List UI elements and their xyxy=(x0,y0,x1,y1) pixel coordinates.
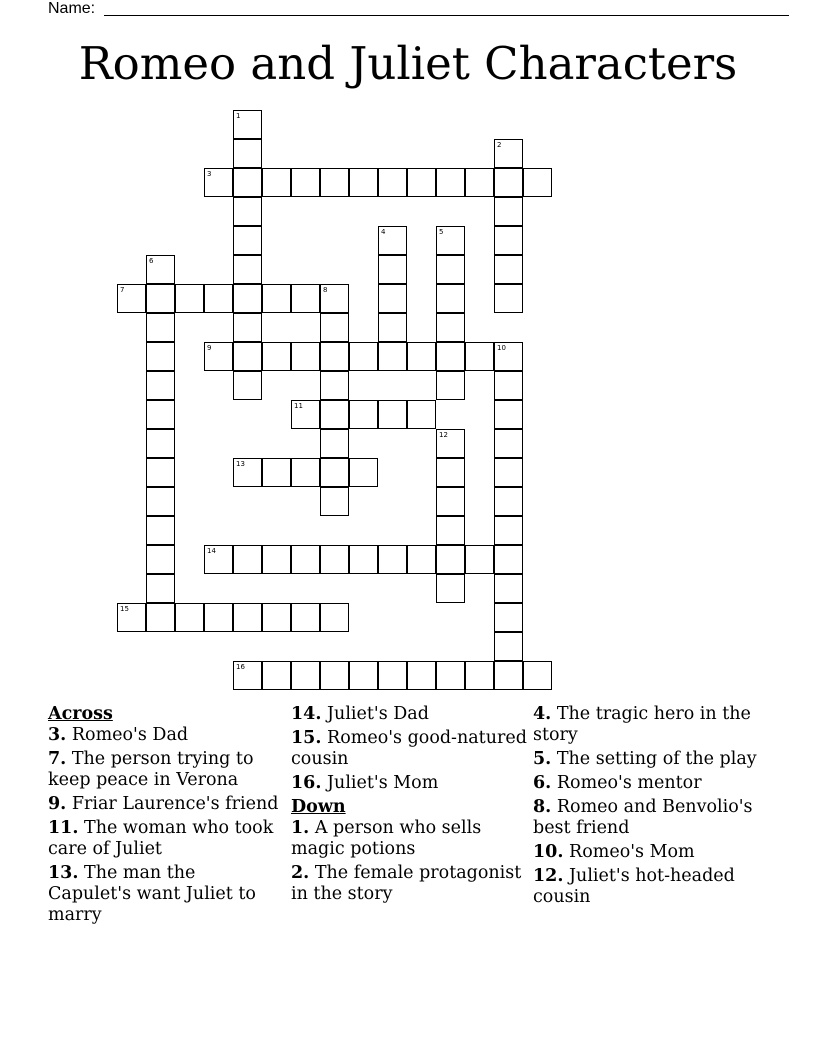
grid-cell[interactable] xyxy=(436,458,465,487)
grid-cell[interactable] xyxy=(465,661,494,690)
grid-cell[interactable] xyxy=(378,400,407,429)
clue-across-14 xyxy=(291,704,527,725)
clue-column-2 xyxy=(291,704,527,908)
grid-cell[interactable] xyxy=(320,284,349,313)
cell-number: 10 xyxy=(497,344,506,352)
cell-number: 11 xyxy=(294,402,303,410)
grid-cell[interactable] xyxy=(494,574,523,603)
clue-down-10 xyxy=(533,842,769,863)
clue-down-6 xyxy=(533,773,769,794)
cell-number: 4 xyxy=(381,228,386,236)
grid-cell[interactable] xyxy=(436,545,465,574)
grid-cell[interactable] xyxy=(233,342,262,371)
clue-text: The tragic hero in the story xyxy=(533,704,751,745)
grid-cell[interactable] xyxy=(494,429,523,458)
grid-cell[interactable] xyxy=(204,284,233,313)
grid-cell[interactable] xyxy=(320,371,349,400)
grid-cell[interactable] xyxy=(465,342,494,371)
grid-cell[interactable] xyxy=(494,284,523,313)
page-title: Romeo and Juliet Characters xyxy=(78,37,738,90)
grid-cell[interactable] xyxy=(146,400,175,429)
grid-cell[interactable] xyxy=(204,342,233,371)
grid-cell[interactable] xyxy=(233,661,262,690)
clue-number: 12. xyxy=(533,866,564,886)
clue-number: 9. xyxy=(48,794,67,814)
grid-cell[interactable] xyxy=(494,545,523,574)
grid-cell[interactable] xyxy=(146,255,175,284)
clue-down-4 xyxy=(533,704,769,746)
grid-cell[interactable] xyxy=(494,661,523,690)
grid-cell[interactable] xyxy=(233,545,262,574)
clue-text: The female protagonist in the story xyxy=(291,863,522,904)
cell-number: 16 xyxy=(236,663,245,671)
grid-cell[interactable] xyxy=(291,545,320,574)
clue-text: Romeo's good-natured cousin xyxy=(291,728,527,769)
clue-number: 1. xyxy=(291,818,310,838)
clue-across-16 xyxy=(291,773,527,794)
clue-number: 4. xyxy=(533,704,552,724)
clue-text: The setting of the play xyxy=(556,749,757,769)
grid-cell[interactable] xyxy=(436,284,465,313)
grid-cell[interactable] xyxy=(146,458,175,487)
grid-cell[interactable] xyxy=(378,255,407,284)
grid-cell[interactable] xyxy=(117,284,146,313)
grid-cell[interactable] xyxy=(262,284,291,313)
clue-number: 2. xyxy=(291,863,310,883)
grid-cell[interactable] xyxy=(465,168,494,197)
grid-cell[interactable] xyxy=(146,313,175,342)
grid-cell[interactable] xyxy=(320,400,349,429)
grid-cell[interactable] xyxy=(436,226,465,255)
name-underline[interactable] xyxy=(104,15,789,16)
clue-across-7 xyxy=(48,749,284,791)
grid-cell[interactable] xyxy=(494,487,523,516)
clue-text: Romeo's Mom xyxy=(569,842,695,862)
grid-cell[interactable] xyxy=(407,342,436,371)
clue-down-2 xyxy=(291,863,527,905)
grid-cell[interactable] xyxy=(233,110,262,139)
clue-number: 14. xyxy=(291,704,322,724)
clue-number: 6. xyxy=(533,773,552,793)
grid-cell[interactable] xyxy=(494,226,523,255)
grid-cell[interactable] xyxy=(320,168,349,197)
grid-cell[interactable] xyxy=(494,197,523,226)
clue-text: Romeo's mentor xyxy=(556,773,702,793)
clue-text: Romeo and Benvolio's best friend xyxy=(533,797,753,838)
clue-number: 13. xyxy=(48,863,79,883)
grid-cell[interactable] xyxy=(494,458,523,487)
grid-cell[interactable] xyxy=(349,661,378,690)
grid-cell[interactable] xyxy=(233,458,262,487)
grid-cell[interactable] xyxy=(291,342,320,371)
clue-across-9 xyxy=(48,794,284,815)
grid-cell[interactable] xyxy=(436,168,465,197)
grid-cell[interactable] xyxy=(494,342,523,371)
grid-cell[interactable] xyxy=(204,603,233,632)
grid-cell[interactable] xyxy=(465,545,494,574)
clue-across-11 xyxy=(48,818,284,860)
grid-cell[interactable] xyxy=(233,284,262,313)
clue-number: 7. xyxy=(48,749,67,769)
grid-cell[interactable] xyxy=(117,603,146,632)
grid-cell[interactable] xyxy=(378,545,407,574)
grid-cell[interactable] xyxy=(291,661,320,690)
grid-cell[interactable] xyxy=(320,545,349,574)
cell-number: 2 xyxy=(497,141,502,149)
grid-cell[interactable] xyxy=(378,284,407,313)
grid-cell[interactable] xyxy=(320,661,349,690)
cell-number: 8 xyxy=(323,286,328,294)
clue-text: Juliet's hot-headed cousin xyxy=(533,866,735,907)
grid-cell[interactable] xyxy=(436,661,465,690)
clue-column-3 xyxy=(533,704,769,911)
grid-cell[interactable] xyxy=(436,516,465,545)
clue-across-15 xyxy=(291,728,527,770)
grid-cell[interactable] xyxy=(146,342,175,371)
clue-across-3 xyxy=(48,725,284,746)
cell-number: 5 xyxy=(439,228,444,236)
grid-cell[interactable] xyxy=(436,371,465,400)
grid-cell[interactable] xyxy=(262,458,291,487)
grid-cell[interactable] xyxy=(407,168,436,197)
clue-text: Friar Laurence's friend xyxy=(71,794,279,814)
grid-cell[interactable] xyxy=(378,342,407,371)
grid-cell[interactable] xyxy=(494,603,523,632)
grid-cell[interactable] xyxy=(349,342,378,371)
grid-cell[interactable] xyxy=(378,168,407,197)
name-field[interactable] xyxy=(48,0,748,18)
grid-cell[interactable] xyxy=(320,487,349,516)
grid-cell[interactable] xyxy=(349,545,378,574)
grid-cell[interactable] xyxy=(291,284,320,313)
grid-cell[interactable] xyxy=(320,342,349,371)
clue-down-5 xyxy=(533,749,769,770)
grid-cell[interactable] xyxy=(291,400,320,429)
grid-cell[interactable] xyxy=(146,487,175,516)
cell-number: 6 xyxy=(149,257,154,265)
grid-cell[interactable] xyxy=(494,371,523,400)
grid-cell[interactable] xyxy=(291,168,320,197)
clue-number: 3. xyxy=(48,725,67,745)
grid-cell[interactable] xyxy=(262,545,291,574)
grid-cell[interactable] xyxy=(494,632,523,661)
grid-cell[interactable] xyxy=(291,603,320,632)
clue-number: 11. xyxy=(48,818,79,838)
grid-cell[interactable] xyxy=(407,545,436,574)
cell-number: 14 xyxy=(207,547,216,555)
grid-cell[interactable] xyxy=(146,574,175,603)
grid-cell[interactable] xyxy=(146,284,175,313)
grid-cell[interactable] xyxy=(436,487,465,516)
grid-cell[interactable] xyxy=(494,255,523,284)
grid-cell[interactable] xyxy=(378,226,407,255)
grid-cell[interactable] xyxy=(349,400,378,429)
grid-cell[interactable] xyxy=(233,603,262,632)
cell-number: 13 xyxy=(236,460,245,468)
clue-number: 16. xyxy=(291,773,322,793)
grid-cell[interactable] xyxy=(436,429,465,458)
clue-number: 10. xyxy=(533,842,564,862)
grid-cell[interactable] xyxy=(378,313,407,342)
grid-cell[interactable] xyxy=(436,255,465,284)
cell-number: 15 xyxy=(120,605,129,613)
clue-text: Romeo's Dad xyxy=(71,725,189,745)
clue-text: A person who sells magic potions xyxy=(291,818,482,859)
grid-cell[interactable] xyxy=(233,371,262,400)
grid-cell[interactable] xyxy=(494,516,523,545)
grid-cell[interactable] xyxy=(204,168,233,197)
grid-cell[interactable] xyxy=(407,400,436,429)
grid-cell[interactable] xyxy=(233,255,262,284)
grid-cell[interactable] xyxy=(262,661,291,690)
grid-cell[interactable] xyxy=(523,661,552,690)
grid-cell[interactable] xyxy=(436,342,465,371)
grid-cell[interactable] xyxy=(349,168,378,197)
clue-number: 5. xyxy=(533,749,552,769)
cell-number: 9 xyxy=(207,344,212,352)
grid-cell[interactable] xyxy=(146,603,175,632)
clue-down-8 xyxy=(533,797,769,839)
grid-cell[interactable] xyxy=(349,458,378,487)
grid-cell[interactable] xyxy=(523,168,552,197)
grid-cell[interactable] xyxy=(175,284,204,313)
grid-cell[interactable] xyxy=(146,371,175,400)
name-label: Name: xyxy=(48,0,96,17)
grid-cell[interactable] xyxy=(378,661,407,690)
grid-cell[interactable] xyxy=(146,429,175,458)
clue-number: 15. xyxy=(291,728,322,748)
grid-cell[interactable] xyxy=(233,139,262,168)
grid-cell[interactable] xyxy=(291,458,320,487)
clue-down-12 xyxy=(533,866,769,908)
grid-cell[interactable] xyxy=(320,458,349,487)
grid-cell[interactable] xyxy=(494,400,523,429)
clue-down-1 xyxy=(291,818,527,860)
grid-cell[interactable] xyxy=(204,545,233,574)
clue-text: Juliet's Dad xyxy=(327,704,429,724)
grid-cell[interactable] xyxy=(146,545,175,574)
grid-cell[interactable] xyxy=(494,168,523,197)
cell-number: 3 xyxy=(207,170,212,178)
grid-cell[interactable] xyxy=(436,313,465,342)
clue-text: The man the Capulet's want Juliet to marry xyxy=(48,863,256,925)
cell-number: 1 xyxy=(236,112,241,120)
clue-text: The person trying to keep peace in Verona xyxy=(48,749,254,790)
clue-number: 8. xyxy=(533,797,552,817)
grid-cell[interactable] xyxy=(436,574,465,603)
clue-column-1 xyxy=(48,704,284,929)
grid-cell[interactable] xyxy=(233,168,262,197)
grid-cell[interactable] xyxy=(233,226,262,255)
grid-cell[interactable] xyxy=(175,603,204,632)
grid-cell[interactable] xyxy=(233,197,262,226)
across-heading: Across xyxy=(48,704,113,724)
grid-cell[interactable] xyxy=(262,603,291,632)
grid-cell[interactable] xyxy=(262,168,291,197)
grid-cell[interactable] xyxy=(320,429,349,458)
grid-cell[interactable] xyxy=(146,516,175,545)
grid-cell[interactable] xyxy=(494,139,523,168)
grid-cell[interactable] xyxy=(320,603,349,632)
down-heading: Down xyxy=(291,797,346,817)
grid-cell[interactable] xyxy=(233,313,262,342)
clue-across-13 xyxy=(48,863,284,926)
clue-text: Juliet's Mom xyxy=(327,773,439,793)
grid-cell[interactable] xyxy=(407,661,436,690)
cell-number: 7 xyxy=(120,286,125,294)
cell-number: 12 xyxy=(439,431,448,439)
grid-cell[interactable] xyxy=(262,342,291,371)
grid-cell[interactable] xyxy=(320,313,349,342)
clue-text: The woman who took care of Juliet xyxy=(48,818,274,859)
